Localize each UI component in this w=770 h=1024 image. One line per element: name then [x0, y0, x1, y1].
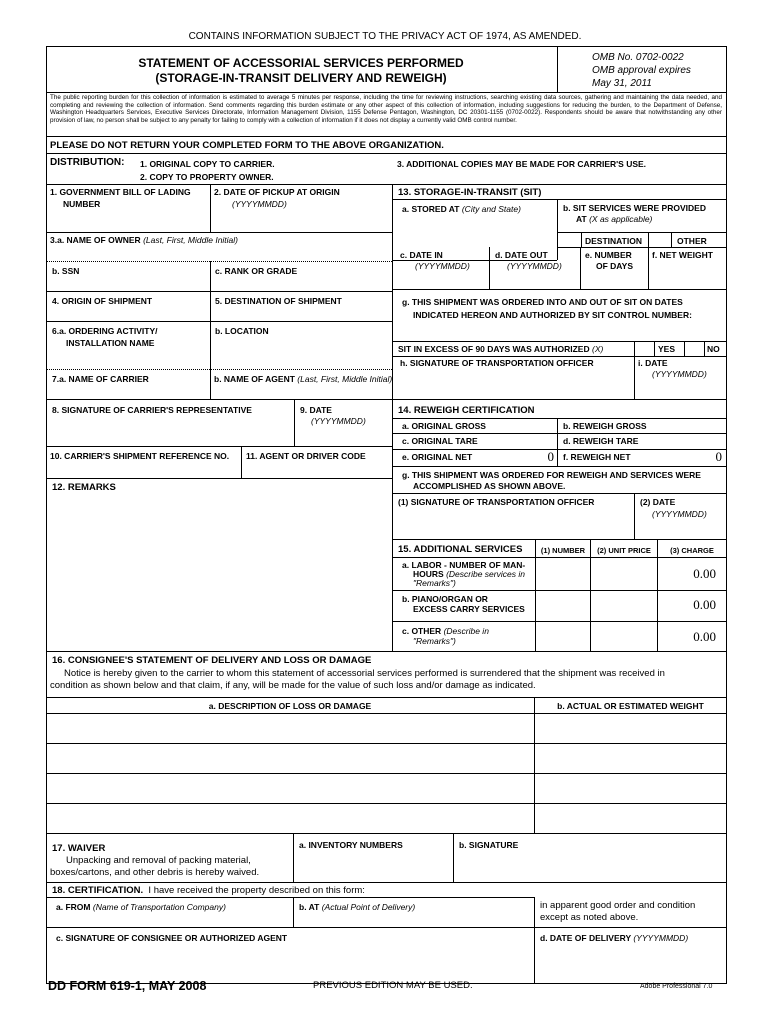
software-note: Adobe Professional 7.0 — [640, 983, 713, 990]
date-9-format: (YYYYMMDD) — [311, 416, 366, 426]
location-label: b. LOCATION — [215, 326, 269, 336]
inventory-numbers-label: a. INVENTORY NUMBERS — [299, 840, 403, 850]
waiver-text-2: boxes/cartons, and other debris is hereby waived. — [50, 867, 260, 878]
consignee-signature-label: c. SIGNATURE OF CONSIGNEE OR AUTHORIZED AGENT — [56, 933, 288, 943]
additional-services-title: 15. ADDITIONAL SERVICES — [398, 544, 523, 555]
sit-officer-signature-field[interactable] — [393, 370, 633, 399]
sit-date-field[interactable] — [635, 381, 726, 399]
origin-field[interactable] — [47, 307, 209, 321]
destination-checkbox[interactable] — [558, 233, 581, 247]
ssn-label: b. SSN — [52, 266, 80, 276]
sit-date-format: (YYYYMMDD) — [652, 369, 707, 379]
consignee-title: 16. CONSIGNEE'S STATEMENT OF DELIVERY AND LOSS OR DAMAGE — [52, 655, 372, 666]
location-field[interactable] — [211, 338, 391, 369]
piano-charge-value[interactable]: 0.00 — [693, 597, 716, 612]
sit-services-label-2: AT (X as applicable) — [576, 214, 653, 224]
form-title-line1: STATEMENT OF ACCESSORIAL SERVICES PERFORMED — [138, 56, 464, 70]
loss-description-header: a. DESCRIPTION OF LOSS OR DAMAGE — [208, 701, 372, 711]
number-of-days-label: e. NUMBER — [585, 250, 632, 260]
waiver-signature-field[interactable] — [454, 852, 726, 882]
loss-weight-row-3[interactable] — [535, 774, 726, 803]
gbl-number-field[interactable] — [47, 210, 209, 232]
remarks-label: 12. REMARKS — [52, 482, 116, 493]
reweigh-tare-label: d. REWEIGH TARE — [563, 436, 639, 446]
from-field[interactable] — [47, 913, 292, 927]
distribution-item-3: 3. ADDITIONAL COPIES MAY BE MADE FOR CARRIER'S USE. — [397, 159, 647, 169]
agent-name-label: b. NAME OF AGENT (Last, First, Middle Initial) — [214, 374, 393, 384]
stored-at-label: a. STORED AT (City and State) — [402, 204, 521, 214]
waiver-title: 17. WAIVER — [52, 843, 106, 854]
reweigh-net-value[interactable]: 0 — [715, 449, 722, 464]
shipment-ref-label: 10. CARRIER'S SHIPMENT REFERENCE NO. — [50, 451, 230, 461]
pickup-date-field[interactable] — [211, 210, 391, 232]
reweigh-officer-signature-label: (1) SIGNATURE OF TRANSPORTATION OFFICER — [398, 497, 595, 507]
gbl-number-label: 1. GOVERNMENT BILL OF LADING — [50, 187, 191, 197]
sit-excess-label: SIT IN EXCESS OF 90 DAYS WAS AUTHORIZED (X) — [398, 344, 604, 354]
number-of-days-field[interactable] — [581, 273, 647, 289]
reweigh-date-label: (2) DATE — [640, 497, 676, 507]
delivery-date-field[interactable] — [535, 945, 726, 982]
other-unit-price-field[interactable] — [591, 622, 657, 651]
ordering-activity-label-2: INSTALLATION NAME — [66, 338, 155, 348]
agent-name-field[interactable] — [211, 385, 391, 399]
date-9-label: 9. DATE — [300, 405, 332, 415]
pickup-date-format: (YYYYMMDD) — [232, 199, 287, 209]
reweigh-officer-signature-field[interactable] — [393, 509, 633, 539]
form-title-line2: (STORAGE-IN-TRANSIT DELIVERY AND REWEIGH) — [155, 71, 447, 85]
original-gross-field[interactable] — [480, 419, 556, 433]
reweigh-gross-field[interactable] — [650, 419, 726, 433]
original-tare-field[interactable] — [480, 434, 556, 449]
sit-date-label: i. DATE — [638, 358, 668, 368]
other-service-label: c. OTHER (Describe in — [402, 626, 489, 636]
from-label: a. FROM (Name of Transportation Company) — [56, 902, 226, 912]
col-number-header: (1) NUMBER — [540, 546, 586, 555]
col-unit-price-header: (2) UNIT PRICE — [597, 546, 651, 555]
piano-unit-price-field[interactable] — [591, 591, 657, 621]
consignee-notice-2: condition as shown below and that claim, if any, will be made for the value of such loss and/or damage as indicated. — [50, 680, 536, 691]
remarks-field[interactable] — [47, 496, 391, 650]
sit-ordered-label: g. THIS SHIPMENT WAS ORDERED INTO AND OUT OF SIT ON DATES — [402, 297, 683, 307]
reweigh-title: 14. REWEIGH CERTIFICATION — [398, 405, 535, 416]
certification-condition-1: in apparent good order and condition — [540, 900, 696, 911]
inventory-numbers-field[interactable] — [294, 852, 452, 882]
distribution-label: DISTRIBUTION: — [50, 157, 125, 168]
labor-label-2: HOURS (Describe services in — [413, 569, 525, 579]
loss-description-row-1[interactable] — [47, 714, 533, 743]
rank-field[interactable] — [211, 277, 391, 291]
form-number: DD FORM 619-1, MAY 2008 — [48, 979, 207, 993]
sit-control-number-field[interactable] — [413, 322, 725, 340]
original-tare-label: c. ORIGINAL TARE — [402, 436, 478, 446]
origin-label: 4. ORIGIN OF SHIPMENT — [52, 296, 153, 306]
date-9-field[interactable] — [295, 428, 391, 446]
other-charge-value[interactable]: 0.00 — [693, 629, 716, 644]
labor-number-field[interactable] — [536, 558, 590, 590]
omb-number: OMB No. 0702-0022 — [592, 52, 684, 63]
reweigh-ordered-label: g. THIS SHIPMENT WAS ORDERED FOR REWEIGH AND SERVICES WERE — [402, 470, 701, 480]
certification-line: 18. CERTIFICATION. I have received the property described on this form: — [52, 885, 365, 896]
date-out-label: d. DATE OUT — [495, 250, 548, 260]
omb-expiry: May 31, 2011 — [592, 78, 652, 89]
labor-unit-price-field[interactable] — [591, 558, 657, 590]
date-in-label: c. DATE IN — [400, 250, 443, 260]
destination-field[interactable] — [211, 307, 391, 321]
loss-description-row-2[interactable] — [47, 744, 533, 773]
distribution-item-2: 2. COPY TO PROPERTY OWNER. — [140, 172, 274, 182]
loss-weight-row-1[interactable] — [535, 714, 726, 743]
labor-label-3: "Remarks") — [413, 578, 456, 588]
number-of-days-label-2: OF DAYS — [596, 261, 634, 271]
other-checkbox[interactable] — [649, 233, 671, 247]
carrier-rep-signature-label: 8. SIGNATURE OF CARRIER'S REPRESENTATIVE — [52, 405, 252, 415]
ssn-field[interactable] — [47, 277, 209, 291]
owner-name-field[interactable] — [47, 246, 391, 261]
waiver-signature-label: b. SIGNATURE — [459, 840, 519, 850]
gbl-number-label-2: NUMBER — [63, 199, 101, 209]
no-label: NO — [707, 344, 720, 354]
other-service-label-2: "Remarks") — [413, 636, 456, 646]
sit-services-label: b. SIT SERVICES WERE PROVIDED — [563, 203, 706, 213]
reweigh-date-field[interactable] — [635, 521, 726, 539]
loss-weight-row-4[interactable] — [535, 804, 726, 833]
delivery-date-label: d. DATE OF DELIVERY (YYYYMMDD) — [540, 933, 689, 943]
reweigh-net-label: f. REWEIGH NET — [563, 452, 631, 462]
reweigh-gross-label: b. REWEIGH GROSS — [563, 421, 647, 431]
reweigh-tare-field[interactable] — [650, 434, 726, 449]
loss-description-row-3[interactable] — [47, 774, 533, 803]
shipment-ref-field[interactable] — [47, 462, 240, 478]
net-weight-label: f. NET WEIGHT — [652, 250, 713, 260]
labor-label: a. LABOR - NUMBER OF MAN- — [402, 560, 526, 570]
reweigh-ordered-label-2: ACCOMPLISHED AS SHOWN ABOVE. — [413, 481, 566, 491]
net-weight-field[interactable] — [649, 262, 726, 289]
col-charge-header: (3) CHARGE — [670, 546, 714, 555]
date-in-field[interactable] — [393, 273, 488, 289]
consignee-signature-field[interactable] — [47, 945, 533, 982]
burden-statement: The public reporting burden for this collection of information is estimated to average 5 minutes per response, including the time for reviewing instructions, searching existing data sources, gathering and maintaining the data needed, and completing and reviewing the collection of information. Send comments regarding this burden estimate or any other aspect of this collection of information, including suggestions for reducing the burden, to the Department of Defense, Washington Headquarters Services, Executive Services Directorate, Information Management Division, 1155 Defense Pentagon, Washington, DC 20301-1155 (0702-0022). Respondents should be aware that notwithstanding any other provision of law, no person shall be subject to any penalty for failing to comply with a collection of information if it does not display a currently valid OMB control number. — [50, 94, 722, 124]
loss-weight-row-2[interactable] — [535, 744, 726, 773]
destination-label: 5. DESTINATION OF SHIPMENT — [215, 296, 342, 306]
certification-condition-2: except as noted above. — [540, 912, 639, 923]
original-gross-label: a. ORIGINAL GROSS — [402, 421, 486, 431]
reweigh-date-format: (YYYYMMDD) — [652, 509, 707, 519]
agent-code-field[interactable] — [242, 462, 391, 478]
piano-label: b. PIANO/ORGAN OR — [402, 594, 488, 604]
other-option-label: OTHER — [677, 236, 707, 246]
piano-number-field[interactable] — [536, 591, 590, 621]
privacy-notice: CONTAINS INFORMATION SUBJECT TO THE PRIVACY ACT OF 1974, AS AMENDED. — [188, 31, 582, 42]
ordering-activity-label: 6.a. ORDERING ACTIVITY/ — [52, 326, 158, 336]
distribution-item-1: 1. ORIGINAL COPY TO CARRIER. — [140, 159, 275, 169]
carrier-name-field[interactable] — [47, 385, 209, 399]
pickup-date-label: 2. DATE OF PICKUP AT ORIGIN — [214, 187, 340, 197]
omb-approval: OMB approval expires — [592, 65, 691, 76]
other-number-field[interactable] — [536, 622, 590, 651]
sit-excess-no-checkbox[interactable] — [685, 342, 704, 356]
sit-excess-yes-checkbox[interactable] — [635, 342, 654, 356]
date-in-format: (YYYYMMDD) — [415, 261, 470, 271]
yes-label: YES — [658, 344, 676, 354]
labor-charge-value[interactable]: 0.00 — [693, 566, 716, 581]
rank-label: c. RANK OR GRADE — [215, 266, 298, 276]
loss-description-row-4[interactable] — [47, 804, 533, 833]
at-label: b. AT (Actual Point of Delivery) — [299, 902, 416, 912]
weight-header: b. ACTUAL OR ESTIMATED WEIGHT — [557, 701, 704, 711]
date-out-format: (YYYYMMDD) — [507, 261, 562, 271]
consignee-notice-1: Notice is hereby given to the carrier to whom this statement of accessorial services performed is surrendered that the shipment was received in — [64, 668, 665, 679]
piano-label-2: EXCESS CARRY SERVICES — [413, 604, 525, 614]
edition-note: PREVIOUS EDITION MAY BE USED. — [313, 980, 473, 991]
at-field[interactable] — [294, 913, 533, 927]
sit-ordered-label-2: INDICATED HEREON AND AUTHORIZED BY SIT CONTROL NUMBER: — [413, 310, 692, 320]
sit-officer-signature-label: h. SIGNATURE OF TRANSPORTATION OFFICER — [400, 358, 594, 368]
original-net-label: e. ORIGINAL NET — [402, 452, 473, 462]
carrier-rep-signature-field[interactable] — [47, 416, 293, 446]
sit-title: 13. STORAGE-IN-TRANSIT (SIT) — [398, 187, 542, 198]
waiver-text-1: Unpacking and removal of packing material, — [66, 855, 251, 866]
destination-option-label: DESTINATION — [585, 236, 642, 246]
agent-code-label: 11. AGENT OR DRIVER CODE — [246, 451, 366, 461]
return-notice: PLEASE DO NOT RETURN YOUR COMPLETED FORM TO THE ABOVE ORGANIZATION. — [50, 140, 444, 151]
carrier-name-label: 7.a. NAME OF CARRIER — [52, 374, 149, 384]
original-net-value[interactable]: 0 — [547, 449, 554, 464]
date-out-field[interactable] — [490, 273, 579, 289]
owner-name-label: 3.a. NAME OF OWNER (Last, First, Middle Initial) — [50, 235, 239, 245]
ordering-activity-field[interactable] — [47, 350, 209, 369]
